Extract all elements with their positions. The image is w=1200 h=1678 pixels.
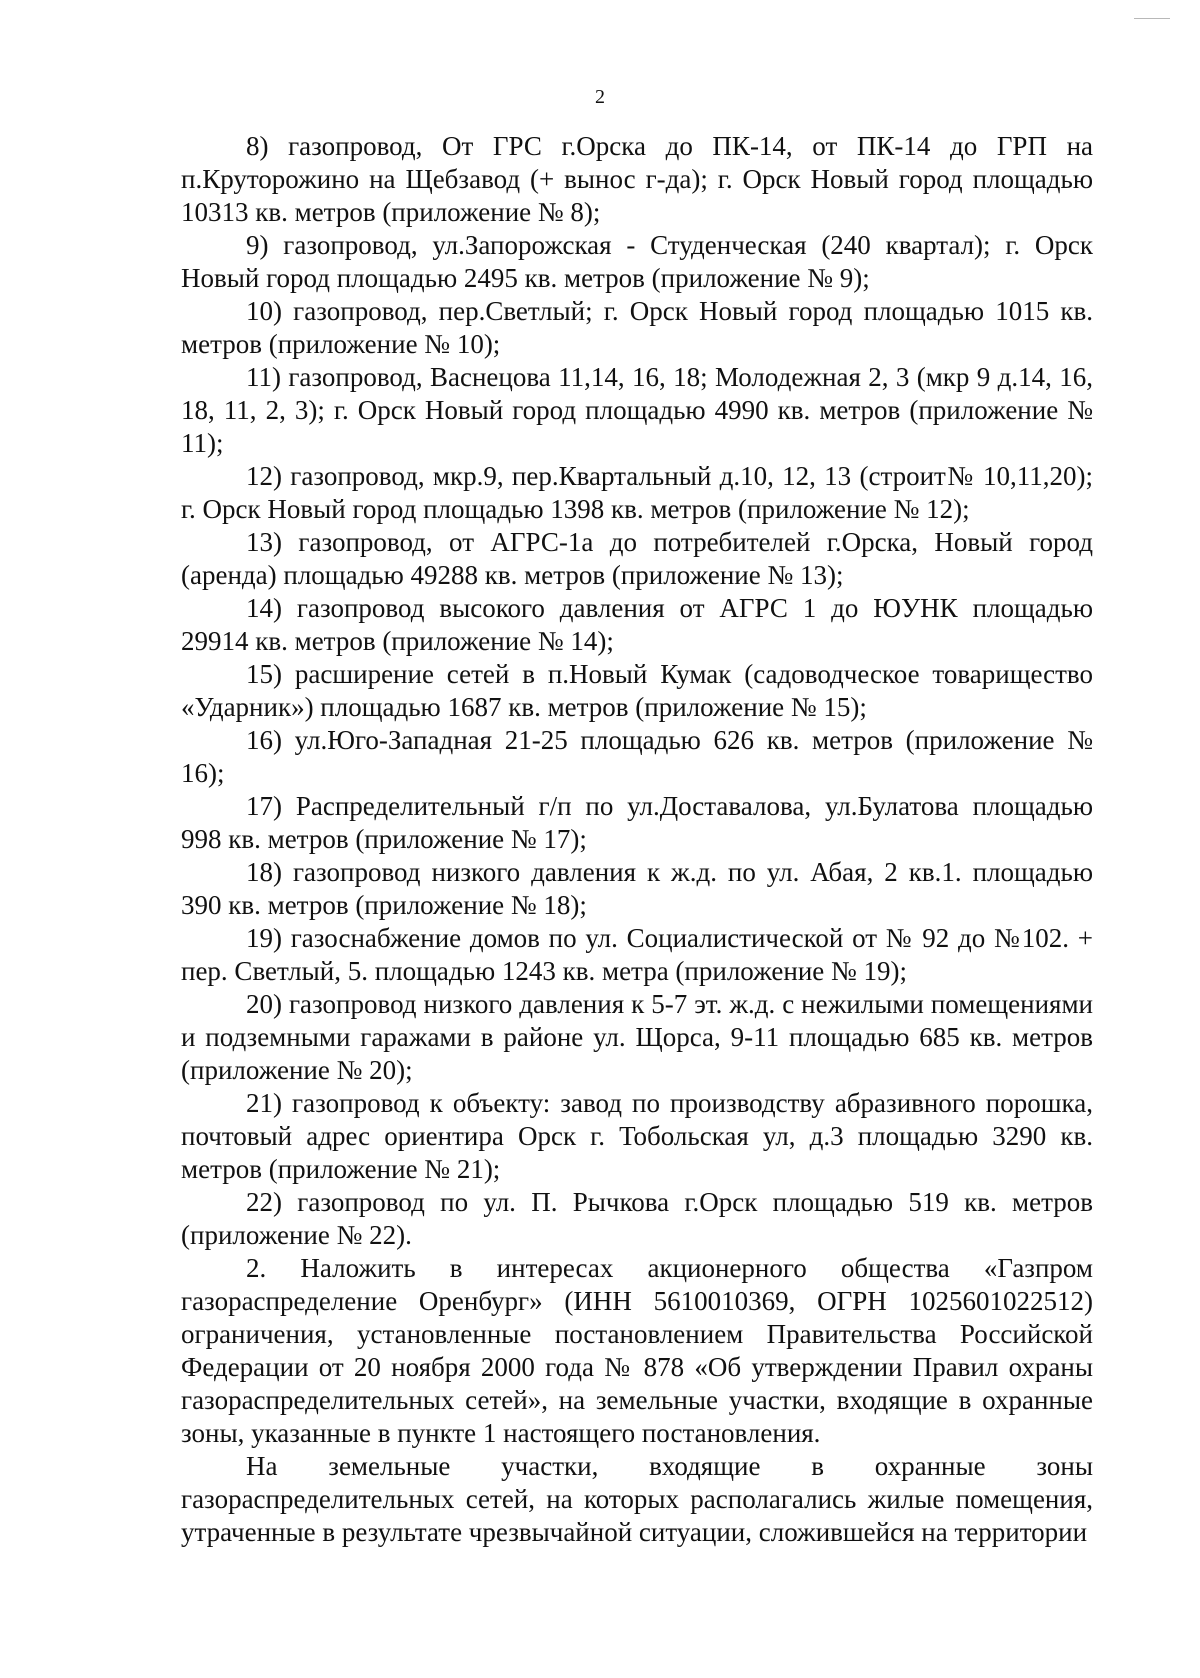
paragraph-item-18: 18) газопровод низкого давления к ж.д. по ул. Абая, 2 кв.1. площадью 390 кв. метров (приложение № 18); <box>181 857 1093 920</box>
paragraph-item-10: 10) газопровод, пер.Светлый; г. Орск Новый город площадью 1015 кв. метров (приложение № 10); <box>181 296 1093 359</box>
paragraph-item-14: 14) газопровод высокого давления от АГРС 1 до ЮУНК площадью 29914 кв. метров (приложение № 14); <box>181 593 1093 656</box>
paragraph-item-16: 16) ул.Юго-Западная 21-25 площадью 626 кв. метров (приложение № 16); <box>181 725 1093 788</box>
paragraph-item-9: 9) газопровод, ул.Запорожская - Студенческая (240 квартал); г. Орск Новый город площадью 2495 кв. метров (приложение № 9); <box>181 230 1093 293</box>
paragraph-item-11: 11) газопровод, Васнецова 11,14, 16, 18; Молодежная 2, 3 (мкр 9 д.14, 16, 18, 11, 2, 3); г. Орск Новый город площадью 4990 кв. метров (приложение № 11); <box>181 362 1093 458</box>
paragraph-item-17: 17) Распределительный г/п по ул.Доставалова, ул.Булатова площадью 998 кв. метров (приложение № 17); <box>181 791 1093 854</box>
paragraph-item-12: 12) газопровод, мкр.9, пер.Квартальный д.10, 12, 13 (строит№ 10,11,20); г. Орск Новый город площадью 1398 кв. метров (приложение № 12); <box>181 461 1093 524</box>
paragraph-item-13: 13) газопровод, от АГРС-1а до потребителей г.Орска, Новый город (аренда) площадью 49288 кв. метров (приложение № 13); <box>181 527 1093 590</box>
paragraph-continuation: На земельные участки, входящие в охранные зоны газораспределительных сетей, на которых располагались жилые помещения, утраченные в результате чрезвычайной ситуации, сложившейся на территории <box>181 1451 1093 1547</box>
paragraph-item-20: 20) газопровод низкого давления к 5-7 эт. ж.д. с нежилыми помещениями и подземными гаражами в районе ул. Щорса, 9-11 площадью 685 кв. метров (приложение № 20); <box>181 989 1093 1085</box>
paragraph-item-19: 19) газоснабжение домов по ул. Социалистической от № 92 до №102. + пер. Светлый, 5. площадью 1243 кв. метра (приложение № 19); <box>181 923 1093 986</box>
paragraph-item-21: 21) газопровод к объекту: завод по производству абразивного порошка, почтовый адрес ориентира Орск г. Тобольская ул, д.3 площадью 3290 кв. метров (приложение № 21); <box>181 1088 1093 1184</box>
paragraph-section-2: 2. Наложить в интересах акционерного общества «Газпром газораспределение Оренбург» (ИНН 5610010369, ОГРН 1025601022512) ограничения, установленные постановлением Правительства Российской Федерации от 20 ноября 2000 года № 878 «Об утверждении Правил охраны газораспределительных сетей», на земельные участки, входящие в охранные зоны, указанные в пункте 1 настоящего постановления. <box>181 1253 1093 1448</box>
corner-scan-mark <box>1134 18 1170 19</box>
paragraph-item-22: 22) газопровод по ул. П. Рычкова г.Орск площадью 519 кв. метров (приложение № 22). <box>181 1187 1093 1250</box>
document-body <box>181 130 1093 1549</box>
page-number: 2 <box>595 86 605 108</box>
paragraph-item-8: 8) газопровод, От ГРС г.Орска до ПК-14, от ПК-14 до ГРП на п.Круторожино на Щебзавод (+ вынос г-да); г. Орск Новый город площадью 10313 кв. метров (приложение № 8); <box>181 131 1093 227</box>
paragraph-item-15: 15) расширение сетей в п.Новый Кумак (садоводческое товарищество «Ударник») площадью 1687 кв. метров (приложение № 15); <box>181 659 1093 722</box>
